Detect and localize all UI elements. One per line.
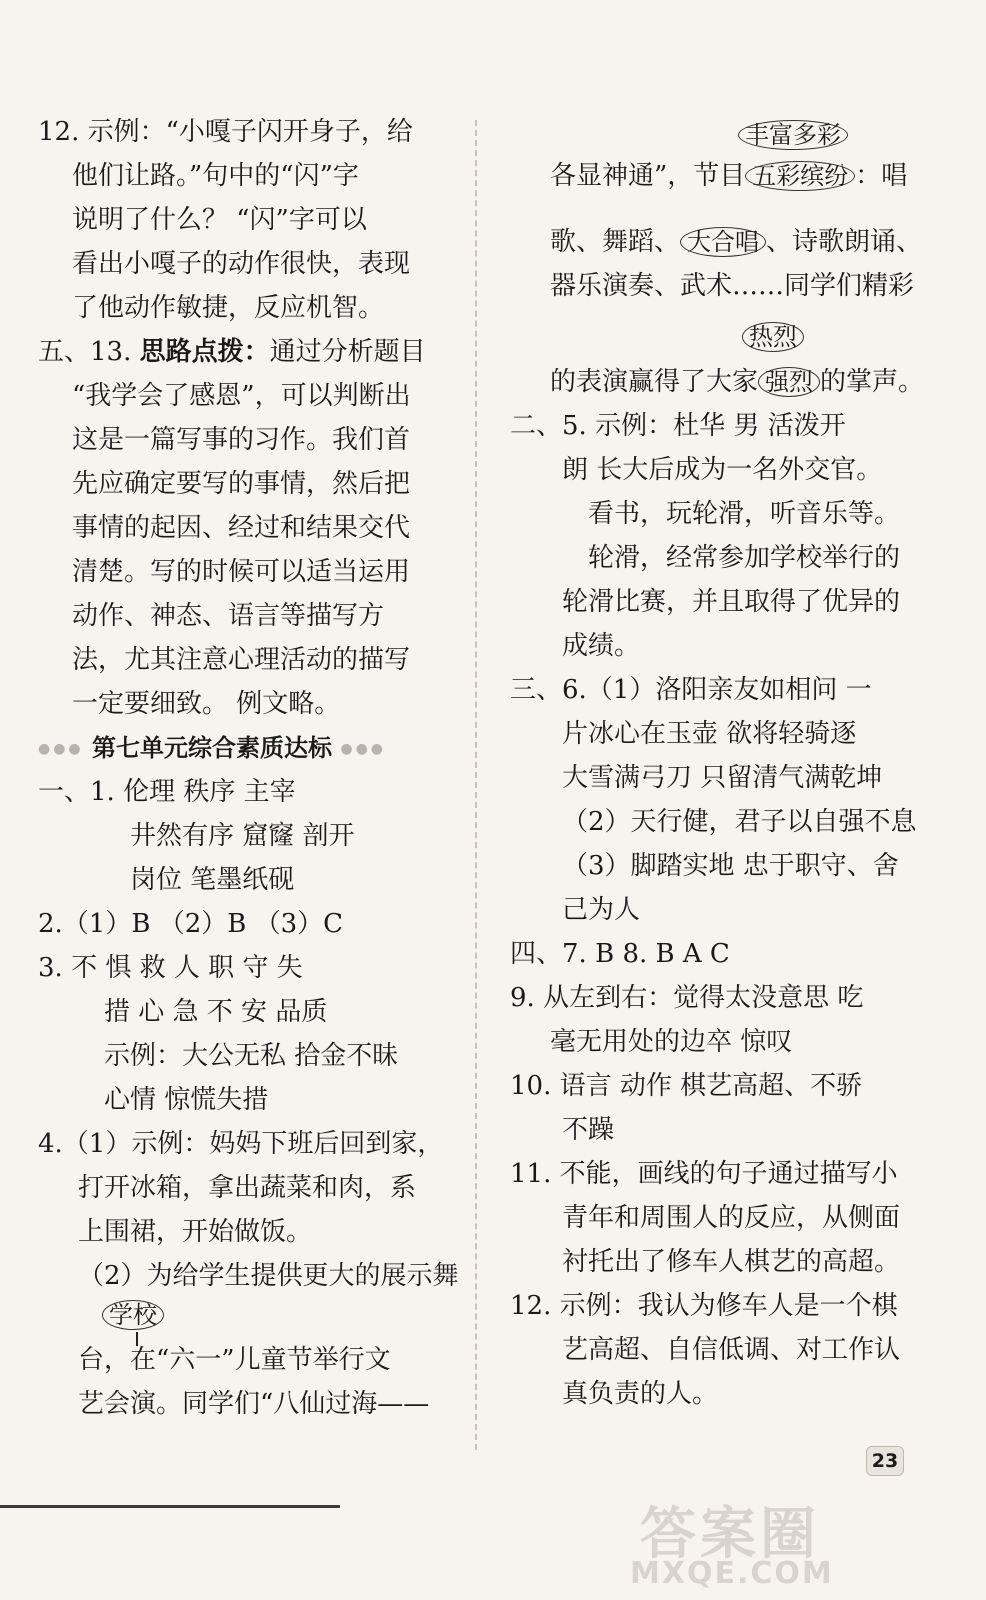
section-title <box>38 726 438 770</box>
answer-line: 片冰心在玉壶 欲将轻骑逐 <box>562 719 857 749</box>
answer-line: 他们让路。”句中的“闪”字 <box>72 161 359 191</box>
answer-text: 的掌声。 <box>820 367 925 397</box>
answer-line <box>38 330 438 374</box>
circled-word: 大合唱 <box>680 227 766 257</box>
answer-line: 看出小嘎子的动作很快，表现 <box>72 249 411 279</box>
answer-line: （2）天行健，君子以自强不息 <box>562 807 917 837</box>
answer-line: 四、7. B 8. B A C <box>510 939 730 969</box>
answer-line: 9. 从左到右：觉得太没意思 吃 <box>510 983 864 1013</box>
answer-line: 艺会演。同学们“八仙过海—— <box>78 1389 430 1419</box>
answer-line: 衬托出了修车人棋艺的高超。 <box>562 1247 901 1277</box>
answer-line: 毫无用处的边卒 惊叹 <box>550 1027 793 1057</box>
answer-text: 歌、舞蹈、 <box>550 227 681 257</box>
answer-line: 轮滑比赛，并且取得了优异的 <box>562 587 901 617</box>
answer-line: 青年和周围人的反应，从侧面 <box>562 1203 901 1233</box>
answer-line: 台，在“六一”儿童节举行文 <box>78 1345 391 1375</box>
answer-line: 法，尤其注意心理活动的描写 <box>72 645 411 675</box>
correction-oval: 学校 <box>102 1300 164 1330</box>
annotation-row <box>510 110 910 154</box>
watermark-url: MXQE.COM <box>630 1556 834 1591</box>
footer-rule <box>0 1505 340 1508</box>
page-number: 23 <box>866 1446 904 1476</box>
correction-oval: 丰富多彩 <box>738 120 848 150</box>
left-column <box>38 110 459 1426</box>
answer-line: 这是一篇写事的习作。我们首 <box>72 425 411 455</box>
answer-line: 心情 惊慌失措 <box>104 1085 269 1115</box>
answer-line <box>510 220 923 264</box>
answer-line: 事情的起因、经过和结果交代 <box>72 513 411 543</box>
answer-line: 示例：大公无私 拾金不昧 <box>104 1041 399 1071</box>
answer-line: 三、6.（1）洛阳亲友如相问 一 <box>510 675 872 705</box>
answer-line: 大雪满弓刀 只留清气满乾坤 <box>562 763 883 793</box>
answer-text: ：唱 <box>855 161 908 191</box>
answer-line: 己为人 <box>562 895 641 925</box>
annotation-row <box>510 308 910 360</box>
watermark-text: 答案圈 <box>640 1502 820 1567</box>
answer-line: 了他动作敏捷，反应机智。 <box>72 293 385 323</box>
answer-line: 10. 语言 动作 棋艺高超、不骄 <box>510 1071 863 1101</box>
answer-line: 2.（1）B （2）B （3）C <box>38 909 344 939</box>
answer-text: 、诗歌朗诵、 <box>766 227 923 257</box>
answer-line: 12. 示例：我认为修车人是一个棋 <box>510 1291 898 1321</box>
answer-line: 二、5. 示例：杜华 男 活泼开 <box>510 411 846 441</box>
answer-line: 不躁 <box>562 1115 615 1145</box>
annotation-row <box>38 1298 438 1338</box>
right-column <box>510 110 925 1416</box>
answer-line: 动作、神态、语言等描写方 <box>72 601 385 631</box>
answer-line: 成绩。 <box>562 631 641 661</box>
answer-line: 看书，玩轮滑，听音乐等。 <box>588 499 901 529</box>
answer-line: （2）为给学生提供更大的展示舞 <box>78 1261 459 1291</box>
answer-line: （3）脚踏实地 忠于职守、舍 <box>562 851 899 881</box>
answer-line: 3. 不 惧 救 人 职 守 失 <box>38 953 303 983</box>
decorative-dots-icon: ●●● <box>340 741 387 757</box>
section-title-text: 第七单元综合素质达标 <box>92 734 333 762</box>
column-divider <box>475 120 477 1450</box>
answer-line: 措 心 急 不 安 品质 <box>104 997 328 1027</box>
answer-line: 井然有序 窟窿 剖开 <box>130 821 355 851</box>
answer-text: 的表演赢得了大家 <box>550 367 759 397</box>
answer-line: 轮滑，经常参加学校举行的 <box>588 543 901 573</box>
circled-word: 强烈 <box>758 367 820 397</box>
answer-text: 各显神通”，节目 <box>550 161 746 191</box>
answer-line: 清楚。写的时候可以适当运用 <box>72 557 411 587</box>
correction-oval: 热烈 <box>742 322 804 352</box>
answer-line: 上围裙，开始做饭。 <box>78 1217 313 1247</box>
decorative-dots-icon: ●●● <box>38 741 84 757</box>
watermark-logo <box>630 1490 960 1590</box>
answer-line: 4.（1）示例：妈妈下班后回到家， <box>38 1129 444 1159</box>
answer-line: 11. 不能，画线的句子通过描写小 <box>510 1159 898 1189</box>
answer-line: 岗位 笔墨纸砚 <box>130 865 295 895</box>
question-number: 五、13. <box>38 337 140 367</box>
hint-text: 通过分析题目 <box>269 337 426 367</box>
answer-line: 12. 示例：“小嘎子闪开身子，给 <box>38 117 413 147</box>
answer-line: 器乐演奏、武术……同学们精彩 <box>550 271 915 301</box>
answer-line: 朗 长大后成为一名外交官。 <box>562 455 883 485</box>
answer-line: 一定要细致。 例文略。 <box>72 689 341 719</box>
answer-line: “我学会了感恩”，可以判断出 <box>72 381 411 411</box>
answer-line: 先应确定要写的事情，然后把 <box>72 469 411 499</box>
circled-word: 五彩缤纷 <box>745 161 855 191</box>
answer-line: 真负责的人。 <box>562 1379 719 1409</box>
answer-line <box>510 154 910 198</box>
hint-label: 思路点拨： <box>139 337 270 367</box>
answer-line: 一、1. 伦理 秩序 主宰 <box>38 777 296 807</box>
answer-line: 打开冰箱，拿出蔬菜和肉，系 <box>78 1173 417 1203</box>
answer-line: 说明了什么？ “闪”字可以 <box>72 205 367 235</box>
answer-line <box>510 360 925 404</box>
answer-line: 艺高超、自信低调、对工作认 <box>562 1335 901 1365</box>
